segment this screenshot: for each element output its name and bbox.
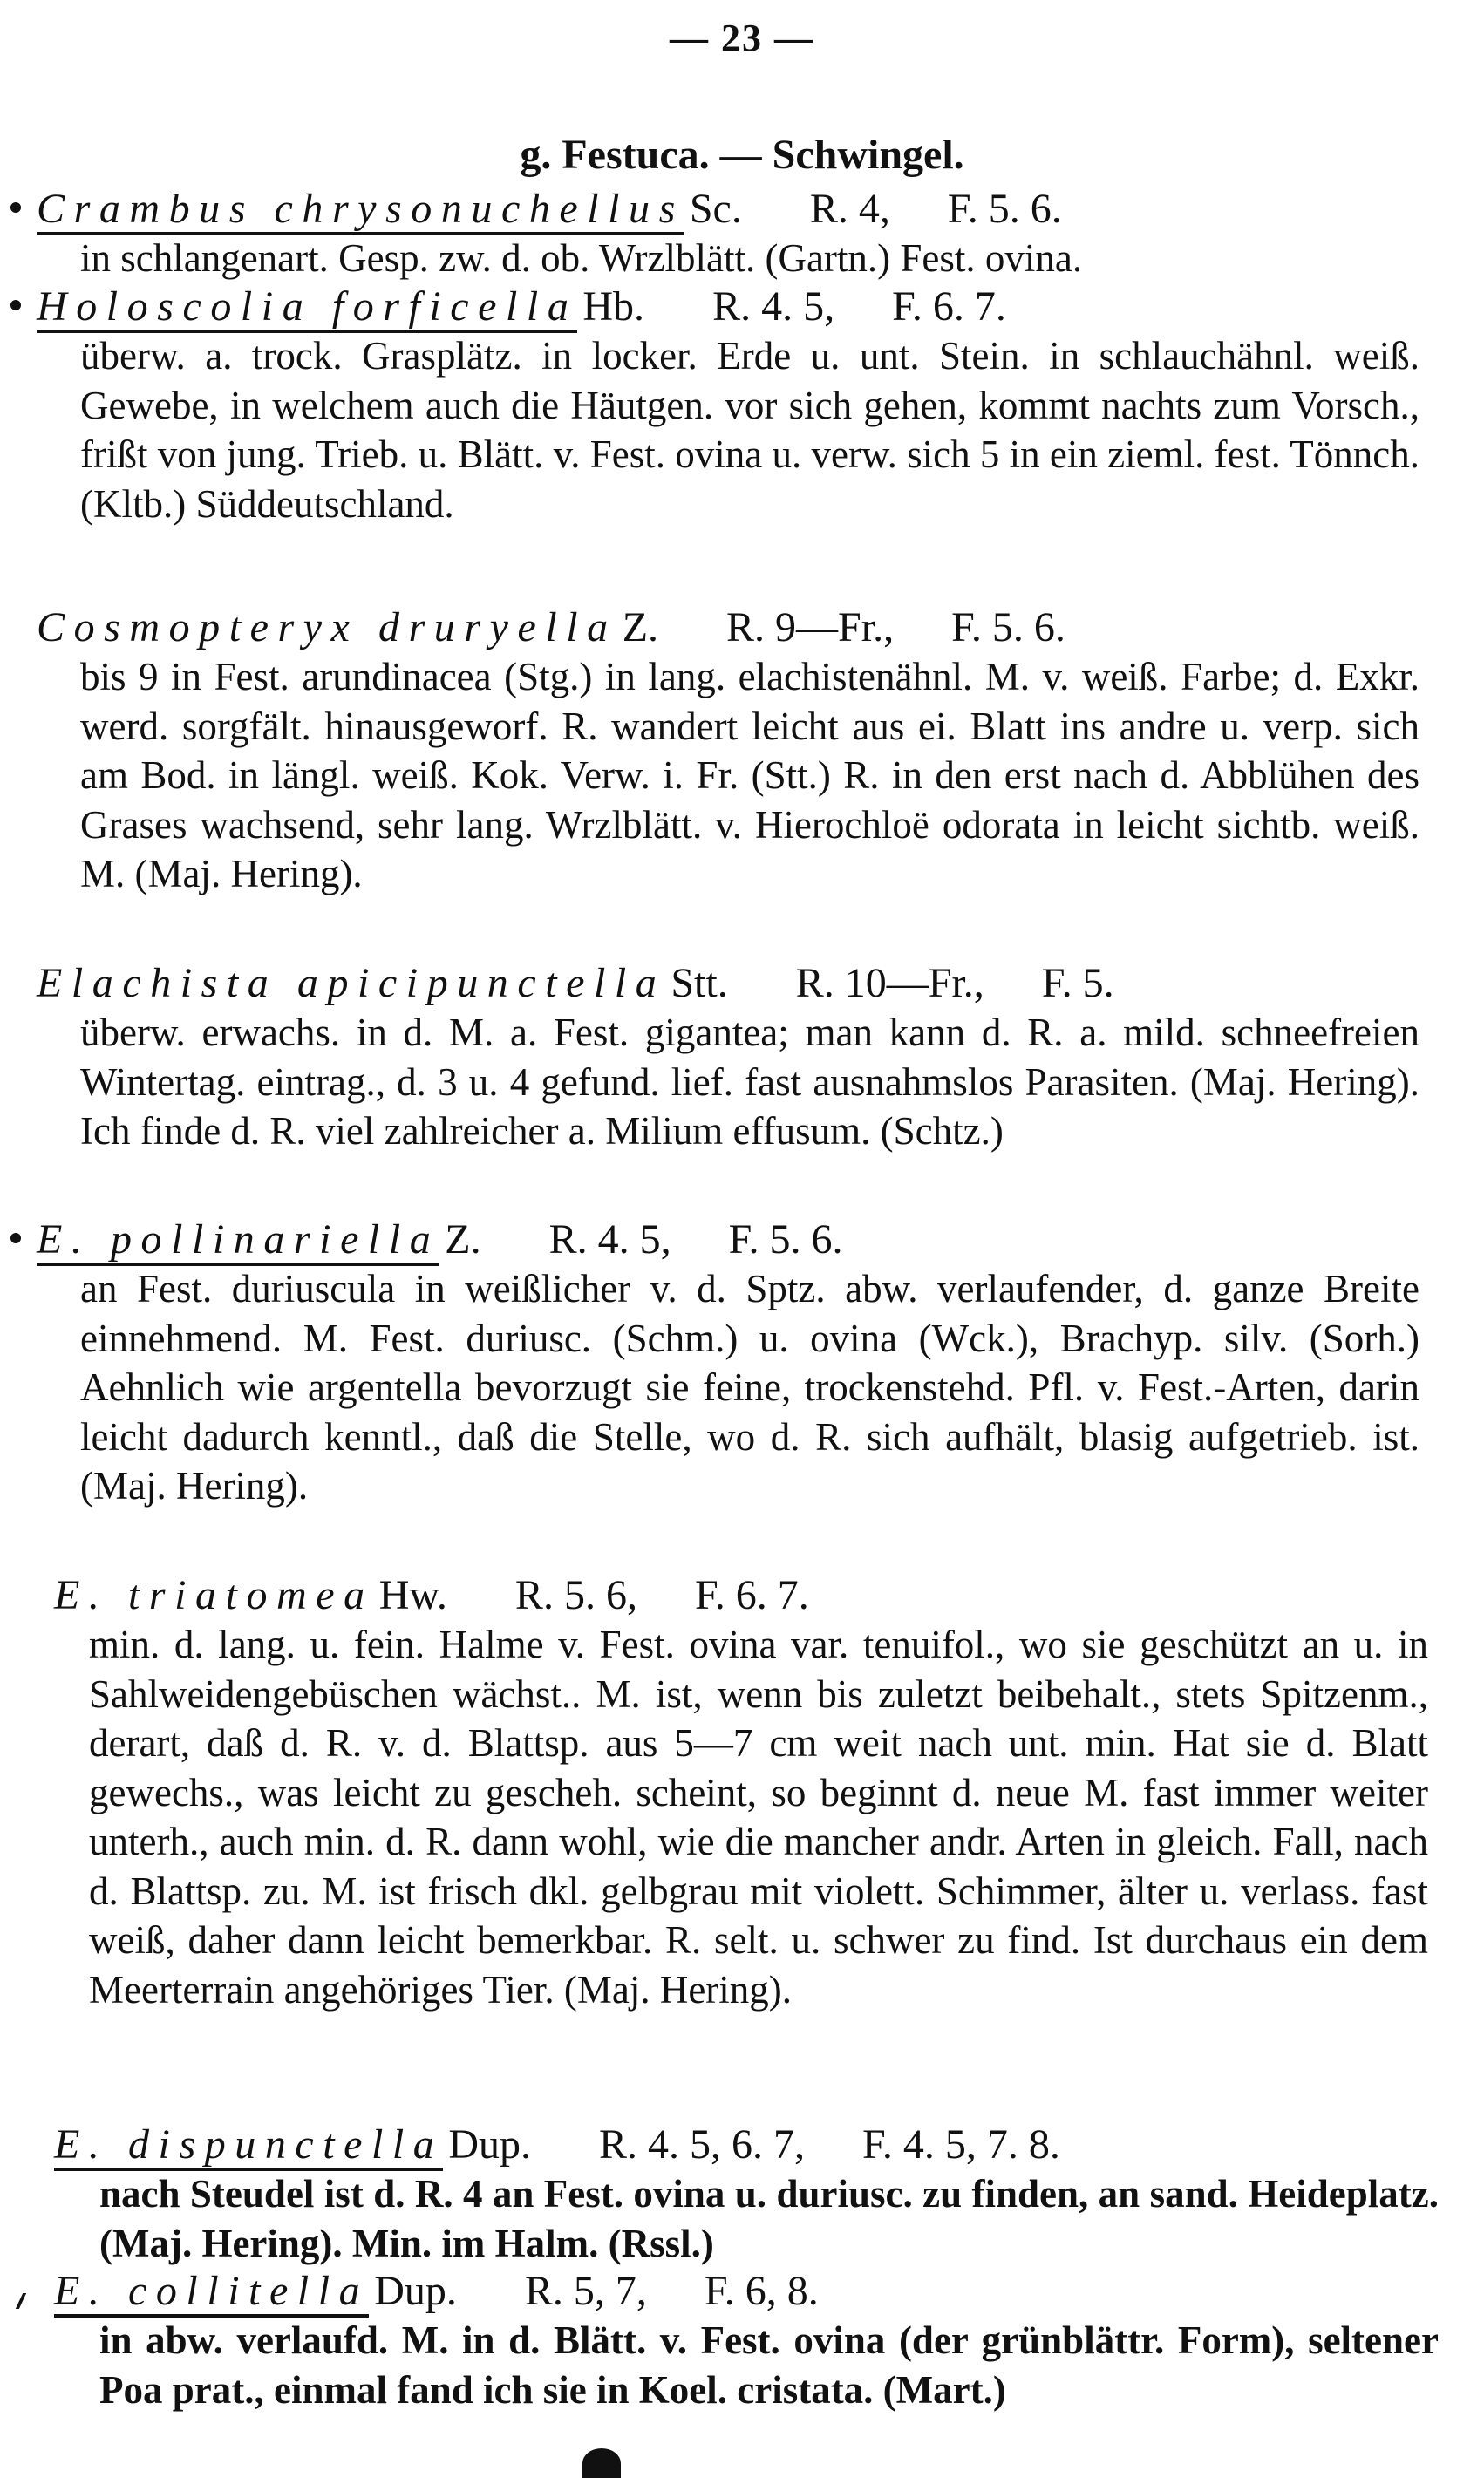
- species-name: Elachista apicipunctella: [37, 960, 666, 1006]
- entry-text: überw. a. trock. Grasplätz. in locker. Erde u. unt. Stein. in schlauchähnl. weiß. Gewebe, in welchem auch die Häutgen. vor sich gehen, kommt nachts zum Vorsch., frißt von jung. Trieb. u. Blätt. v. Fest. ovina u. verw. sich 5 in ein zieml. fest. Tönnch. (Kltb.) Süddeutschland.: [80, 334, 1419, 526]
- species-author: Hw.: [378, 1572, 447, 1618]
- flight-period: F. 6. 7.: [892, 283, 1006, 330]
- larva-period: R. 10—Fr.,: [795, 960, 984, 1006]
- flight-period: F. 5.: [1041, 960, 1114, 1006]
- species-entry: [54, 2121, 1439, 2268]
- species-author: Z.: [622, 604, 659, 650]
- bullet-mark: [10, 1233, 21, 1243]
- bullet-mark: [10, 202, 21, 213]
- species-entry: [37, 185, 1419, 283]
- flight-period: F. 5. 6.: [951, 604, 1065, 650]
- species-author: Z.: [445, 1216, 481, 1263]
- tick-mark: [16, 2293, 31, 2309]
- larva-period: R. 5. 6,: [514, 1572, 637, 1618]
- entry-title: [37, 1215, 1419, 1264]
- section-heading: g. Festuca. — Schwingel.: [520, 132, 964, 178]
- species-entry: [54, 1571, 1428, 2014]
- species-name: E. pollinariella: [37, 1216, 439, 1266]
- larva-period: R. 4. 5, 6. 7,: [599, 2121, 806, 2168]
- species-author: Stt.: [671, 960, 728, 1006]
- entry-text: in abw. verlaufd. M. in d. Blätt. v. Fest. ovina (der grünblättr. Form), seltener Poa prat., einmal fand ich sie in Koel. cristata. (Mart.): [99, 2318, 1439, 2412]
- species-entry: [37, 603, 1419, 899]
- bullet-mark: [10, 300, 21, 310]
- larva-period: R. 4. 5,: [712, 283, 835, 330]
- larva-period: R. 4,: [809, 186, 890, 232]
- species-author: Dup.: [374, 2268, 457, 2314]
- flight-period: F. 5. 6.: [947, 186, 1062, 232]
- species-name: Holoscolia forficella: [37, 283, 577, 333]
- ink-blot: [582, 2448, 621, 2478]
- larva-period: R. 5, 7,: [524, 2268, 647, 2314]
- species-name: E. dispunctella: [54, 2121, 443, 2171]
- entry-text: nach Steudel ist d. R. 4 an Fest. ovina u. duriusc. zu finden, an sand. Heideplatz. (Maj. Hering). Min. im Halm. (Rssl.): [99, 2172, 1439, 2265]
- entry-text: in schlangenart. Gesp. zw. d. ob. Wrzlblätt. (Gartn.) Fest. ovina.: [80, 236, 1083, 280]
- species-name: Cosmopteryx druryella: [37, 604, 617, 650]
- entry-title: [37, 283, 1419, 331]
- larva-period: R. 9—Fr.,: [726, 604, 895, 650]
- entry-text: bis 9 in Fest. arundinacea (Stg.) in lang. elachistenähnl. M. v. weiß. Farbe; d. Exkr. werd. sorgfält. hinausgeworf. R. wandert leicht aus ei. Blatt ins andre u. verp. sich am Bod. in längl. weiß. Kok. Verw. i. Fr. (Stt.) R. in den erst nach d. Abblühen des Grases wachsend, sehr lang. Wrzlblätt. v. Hierochloë odorata in leicht sichtb. weiß. M. (Maj. Hering).: [80, 655, 1419, 895]
- species-author: Sc.: [689, 186, 742, 232]
- larva-period: R. 4. 5,: [548, 1216, 671, 1263]
- species-entry: [37, 1215, 1419, 1511]
- species-author: Hb.: [582, 283, 645, 330]
- flight-period: F. 5. 6.: [728, 1216, 843, 1263]
- entry-title: [54, 2267, 1439, 2316]
- species-entry: [54, 2267, 1439, 2414]
- flight-period: F. 4. 5, 7. 8.: [862, 2121, 1060, 2168]
- page-number: — 23 —: [670, 17, 814, 59]
- entry-text: min. d. lang. u. fein. Halme v. Fest. ovina var. tenuifol., wo sie geschützt an u. in Sahlweidengebüschen wächst.. M. ist, wenn bis zuletzt beibehalt., stets Spitzenm., derart, daß d. R. v. d. Blattsp. aus 5—7 cm weit nach unt. min. Hat sie d. Blatt gewechs., was leicht zu gescheh. scheint, so beginnt d. neue M. fast immer weiter unterh., auch min. d. R. dann wohl, wie die mancher andr. Arten in gleich. Fall, nach d. Blattsp. zu. M. ist frisch dkl. gelbgrau mit violett. Schimmer, älter u. verlass. fast weiß, daher dann leicht bemerkbar. R. selt. u. schwer zu find. Ist durchaus ein dem Meerterrain angehöriges Tier. (Maj. Hering).: [89, 1623, 1428, 2012]
- species-entry: [37, 283, 1419, 528]
- species-entry: [37, 959, 1419, 1156]
- species-name: Crambus chrysonuchellus: [37, 186, 684, 235]
- species-name: E. triatomea: [54, 1572, 374, 1618]
- flight-period: F. 6, 8.: [704, 2268, 819, 2314]
- entry-text: an Fest. duriuscula in weißlicher v. d. Sptz. abw. verlaufender, d. ganze Breite einnehmend. M. Fest. duriusc. (Schm.) u. ovina (Wck.), Brachyp. silv. (Sorh.) Aehnlich wie argentella bevorzugt sie feine, trockenstehd. Pfl. v. Fest.-Arten, darin leicht dadurch kenntl., daß die Stelle, wo d. R. sich aufhält, blasig aufgetrieb. ist. (Maj. Hering).: [80, 1267, 1419, 1508]
- species-name: E. collitella: [54, 2268, 369, 2318]
- entry-title: [37, 185, 1419, 234]
- entry-title: [54, 2121, 1439, 2169]
- species-author: Dup.: [448, 2121, 532, 2168]
- entry-text: überw. erwachs. in d. M. a. Fest. gigantea; man kann d. R. a. mild. schneefreien Wintertag. eintrag., d. 3 u. 4 gefund. lief. fast ausnahmslos Parasiten. (Maj. Hering). Ich finde d. R. viel zahlreicher a. Milium effusum. (Schtz.): [80, 1011, 1419, 1153]
- entry-title: [37, 603, 1419, 652]
- entry-title: [54, 1571, 1428, 1620]
- entry-title: [37, 959, 1419, 1008]
- flight-period: F. 6. 7.: [694, 1572, 809, 1618]
